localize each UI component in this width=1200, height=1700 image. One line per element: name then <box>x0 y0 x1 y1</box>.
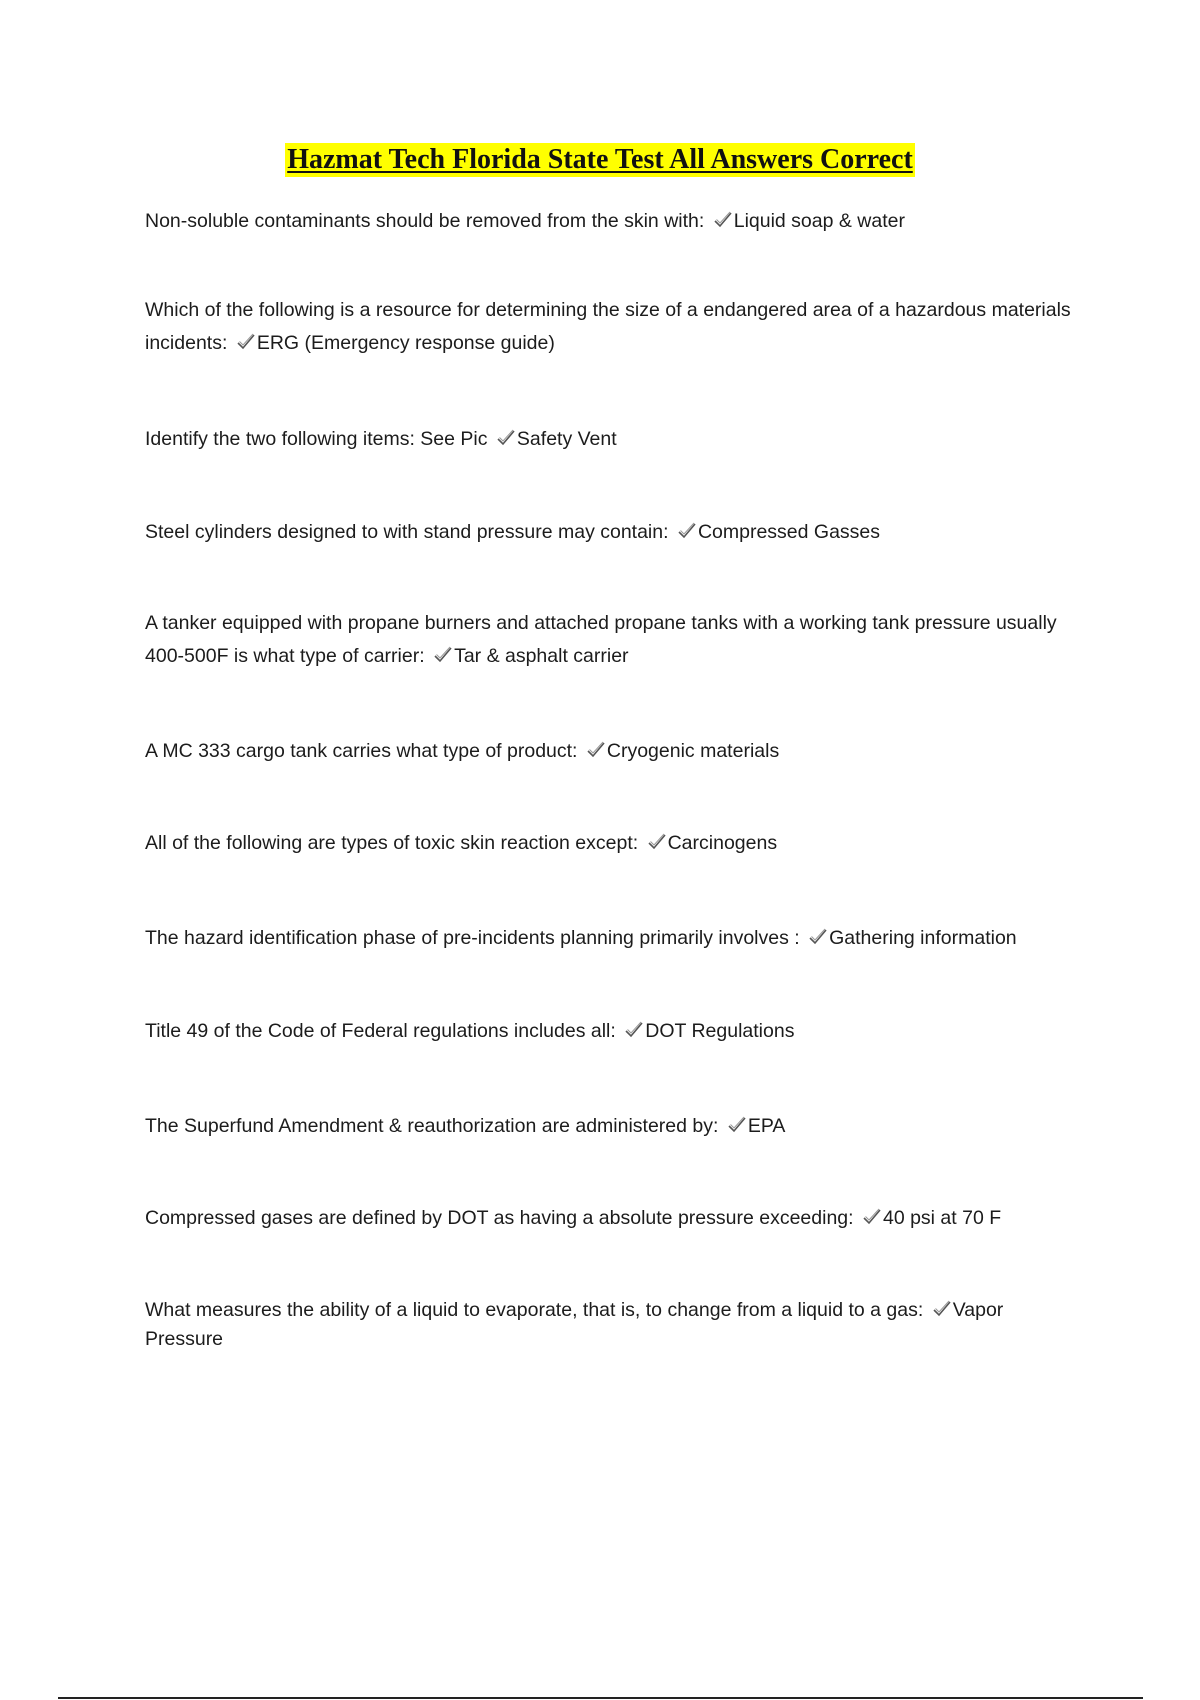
answer-text: Gathering information <box>829 927 1017 949</box>
question-text: A tanker equipped with propane burners and attached propane tanks with a working tank pressure usually 400-500F is what type of carrier: <box>145 612 1057 667</box>
check-mark-icon <box>624 1021 644 1039</box>
answer-text: 40 psi at 70 F <box>882 1207 1002 1229</box>
answer-text: Tar & asphalt carrier <box>454 645 629 667</box>
check-mark-icon <box>433 646 453 664</box>
qa-item <box>145 423 1075 456</box>
question-text: Which of the following is a resource for determining the size of a endangered area of a hazardous materials incidents: <box>145 299 1071 354</box>
question-text: The hazard identification phase of pre-incidents planning primarily involves : <box>145 927 800 949</box>
check-mark-icon <box>496 429 516 447</box>
qa-item <box>145 922 1075 955</box>
qa-item <box>145 205 1075 238</box>
check-mark-icon <box>727 1116 747 1134</box>
check-mark-icon <box>236 333 256 351</box>
qa-item <box>145 1110 1075 1143</box>
check-mark-icon <box>862 1208 882 1226</box>
qa-item <box>145 516 1075 549</box>
qa-item <box>145 1296 1075 1354</box>
qa-item <box>145 607 1075 673</box>
check-mark-icon <box>808 928 828 946</box>
answer-text: EPA <box>747 1115 786 1137</box>
qa-item <box>145 735 1075 768</box>
question-text: Title 49 of the Code of Federal regulations includes all: <box>145 1020 616 1042</box>
answer-text: DOT Regulations <box>645 1020 795 1042</box>
question-text: Compressed gases are defined by DOT as having a absolute pressure exceeding: <box>145 1207 854 1229</box>
qa-item <box>145 294 1075 360</box>
answer-text: ERG (Emergency response guide) <box>256 332 555 354</box>
answer-text: Liquid soap & water <box>733 210 905 232</box>
question-text: Identify the two following items: See Pic <box>145 428 488 450</box>
answer-text: Carcinogens <box>667 832 778 854</box>
check-mark-icon <box>677 522 697 540</box>
qa-item <box>145 1202 1075 1235</box>
question-text: A MC 333 cargo tank carries what type of product: <box>145 740 578 762</box>
qa-item <box>145 827 1075 860</box>
question-text: Non-soluble contaminants should be removed from the skin with: <box>145 210 705 232</box>
check-mark-icon <box>647 833 667 851</box>
check-mark-icon <box>586 741 606 759</box>
answer-text: Vapor Pressure <box>145 1299 1004 1350</box>
document-title: Hazmat Tech Florida State Test All Answers Correct <box>287 144 913 175</box>
check-mark-icon <box>713 211 733 229</box>
answer-text: Safety Vent <box>516 428 617 450</box>
question-text: All of the following are types of toxic skin reaction except: <box>145 832 639 854</box>
answer-text: Cryogenic materials <box>606 740 780 762</box>
check-mark-icon <box>932 1300 952 1318</box>
question-text: The Superfund Amendment & reauthorization are administered by: <box>145 1115 719 1137</box>
qa-item <box>145 1015 1075 1048</box>
answer-text: Compressed Gasses <box>697 521 881 543</box>
question-text: Steel cylinders designed to with stand pressure may contain: <box>145 521 669 543</box>
footer-divider <box>58 1697 1143 1699</box>
title-container <box>0 143 1200 177</box>
question-text: What measures the ability of a liquid to evaporate, that is, to change from a liquid to a gas: <box>145 1299 924 1321</box>
